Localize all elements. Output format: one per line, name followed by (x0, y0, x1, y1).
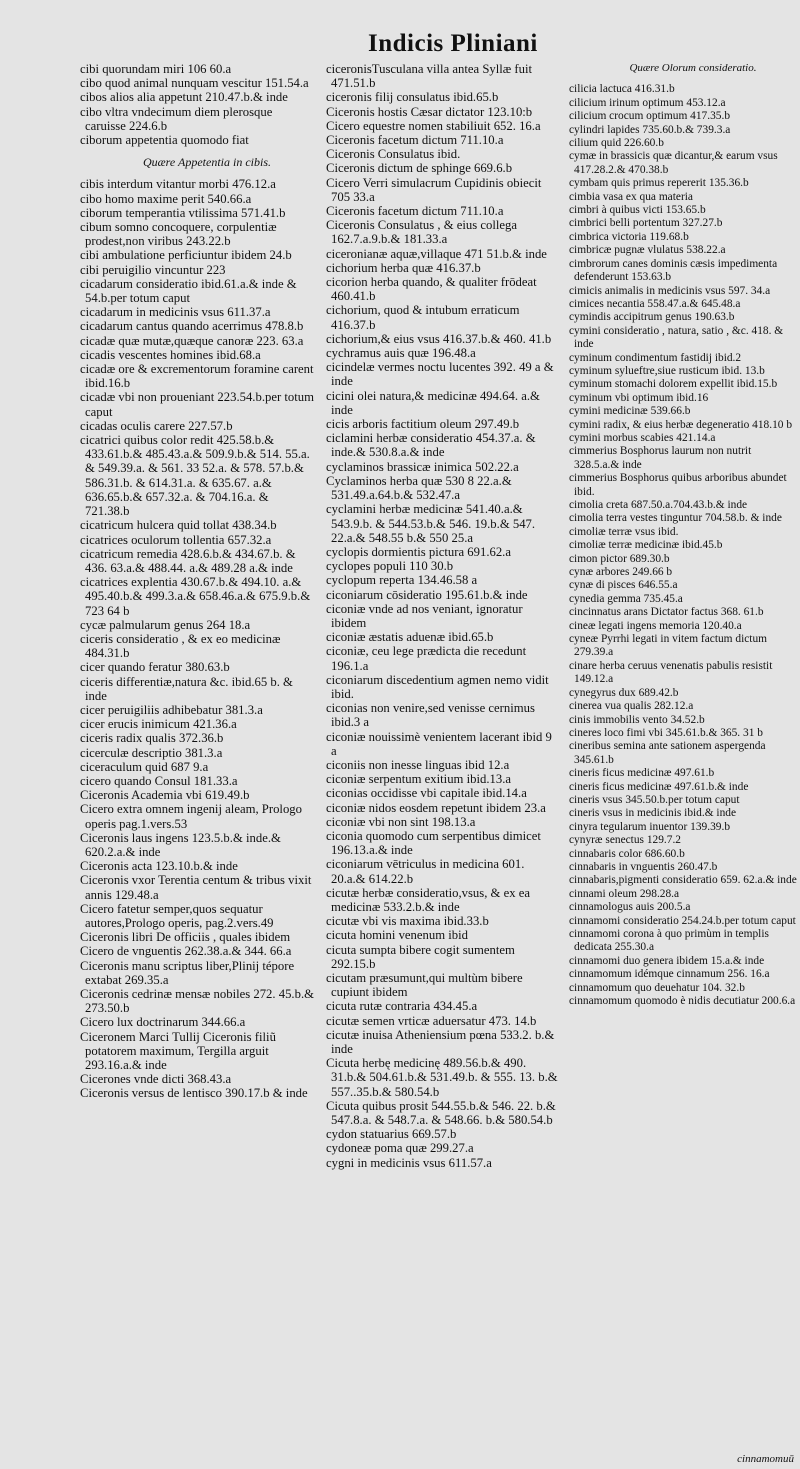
index-entry: cygni in medicinis vsus 611.57.a (326, 1155, 492, 1170)
index-entry: ciconiarum discedentium agmen nemo vidit ibid. (326, 672, 549, 701)
index-entry: cyclopis dormientis pictura 691.62.a (326, 544, 511, 559)
index-entry: ciconias occidisse vbi capitale ibid.14.a (326, 786, 527, 801)
index-entry: Ciceronem Marci Tullij Ciceronis filiũ potatorem maximum, Tergilla arguit 293.16.a.& inde (80, 1029, 276, 1073)
index-entry: cymini morbus scabies 421.14.a (569, 431, 716, 444)
index-entry: ciconiæ vnde ad nos veniant, ignoratur ibidem (326, 601, 523, 630)
index-entry: ciconiarum vētriculus in medicina 601. 20.a.& 614.22.b (326, 857, 525, 886)
index-entry: cicutæ semen vrticæ aduersatur 473. 14.b (326, 1013, 537, 1028)
index-entry: ciborum temperantia vtilissima 571.41.b (80, 205, 286, 220)
index-entry: cicadarum cantus quando acerrimus 478.8.b (80, 319, 304, 334)
index-entry: cicero quando Consul 181.33.a (80, 773, 238, 788)
index-entry: cinnamomum quomodo è nidis decutiatur 200.6.a (569, 995, 796, 1008)
index-entry: cicutæ vbi vis maxima ibid.33.b (326, 914, 489, 929)
index-entry: cyminum stomachi dolorem expellit ibid.15.b (569, 378, 778, 391)
index-entry: cinnamomi consideratio 254.24.b.per totum caput (569, 914, 796, 927)
index-entry: cibi peruigilio vincuntur 223 (80, 262, 226, 277)
index-entry: cicadas oculis carere 227.57.b (80, 418, 233, 433)
index-entry: cycæ palmularum genus 264 18.a (80, 617, 251, 632)
index-entry: cicadis vescentes homines ibid.68.a (80, 347, 261, 362)
catchword: cinnamomuū (737, 1453, 794, 1465)
index-entry: cicatricum hulcera quid tollat 438.34.b (80, 518, 277, 533)
index-entry: cimicis animalis in medicinis vsus 597. 34.a (569, 284, 771, 297)
index-entry: cicuta rutæ contraria 434.45.a (326, 999, 478, 1014)
index-entry: cincinnatus arans Dictator factus 368. 61.b (569, 606, 764, 619)
index-entry: cymini consideratio , natura, satio , &c. 418. & inde (569, 324, 784, 351)
index-entry: cymini medicinæ 539.66.b (569, 405, 691, 418)
index-entry: cymini radix, & eius herbæ degeneratio 418.10 b (569, 418, 793, 431)
index-entry: cineris vsus in medicinis ibid.& inde (569, 807, 737, 820)
index-entry: cichorium, quod & intubum erraticum 416.37.b (326, 303, 520, 332)
index-entry: cimoliæ terræ medicinæ ibid.45.b (569, 539, 723, 552)
index-entry: Ciceronis facetum dictum 711.10.a (326, 133, 504, 148)
index-entry: cibo quod animal nunquam vescitur 151.54.a (80, 76, 309, 91)
index-column-right (569, 62, 797, 1008)
index-entry: cicer erucis inimicum 421.36.a (80, 717, 237, 732)
index-entry: Cicuta herbę medicinę 489.56.b.& 490. 31.b.& 504.61.b.& 531.49.b. & 555. 13. b.& 557..35.b.& 580.54.b (326, 1056, 558, 1099)
index-entry: cyminum vbi optimum ibid.16 (569, 391, 709, 404)
index-entry: cymbam quis primus repererit 135.36.b (569, 177, 749, 190)
index-entry: cinnamomi corona à quo primùm in templis dedicata 255.30.a (569, 928, 769, 954)
index-entry: cineribus semina ante sationem aspergenda 345.61.b (569, 740, 766, 766)
index-entry: cimmerius Bosphorus laurum non nutrit 328.5.a.& inde (569, 445, 752, 471)
index-entry: Cicero de vnguentis 262.38.a.& 344. 66.a (80, 944, 292, 959)
index-entry: cibi quorundam miri 106 60.a (80, 62, 232, 76)
index-entry: cineres loco fimi vbi 345.61.b.& 365. 31 b (569, 726, 763, 739)
index-entry: cyclopes populi 110 30.b (326, 559, 454, 574)
index-column-left (80, 62, 314, 1101)
index-entry: cicatricum remedia 428.6.b.& 434.67.b. & 436. 63.a.& 488.44. a.& 489.28 a.& inde (80, 546, 296, 575)
index-entry: ciconias non venire,sed venisse cernimus ibid.3 a (326, 701, 535, 730)
index-entry: cydoneæ poma quæ 299.27.a (326, 1141, 474, 1156)
index-entry: cilicium irinum optimum 453.12.a (569, 96, 726, 109)
index-entry: ciconia quomodo cum serpentibus dimicet 196.13.a.& inde (326, 828, 541, 858)
index-entry: cicadæ vbi non proueniant 223.54.b.per totum caput (80, 390, 314, 419)
index-entry: cynæ di pisces 646.55.a (569, 579, 678, 592)
index-entry: cyclopum reperta 134.46.58 a (326, 573, 478, 588)
subheading-spacer (80, 147, 314, 155)
index-entry: ciconiæ vbi non sint 198.13.a (326, 814, 476, 829)
index-entry: cinyra tegularum inuentor 139.39.b (569, 820, 731, 833)
index-entry: cicindelæ vermes noctu lucentes 392. 49 a & inde (326, 360, 554, 389)
index-entry: cinnamomi duo genera ibidem 15.a.& inde (569, 954, 765, 967)
index-entry: cynegyrus dux 689.42.b (569, 686, 679, 699)
index-entry: ciconiarum cōsideratio 195.61.b.& inde (326, 587, 528, 602)
index-entry: cilicium crocum optimum 417.35.b (569, 110, 731, 123)
index-entry: cinnamomum idémque cinnamum 256. 16.a (569, 968, 770, 981)
index-entry: cyminum condimentum fastidij ibid.2 (569, 351, 742, 364)
index-entry: cichorium,& eius vsus 416.37.b.& 460. 41.b (326, 331, 552, 346)
index-entry: ciconiis non inesse linguas ibid 12.a (326, 757, 510, 772)
index-entry: cicorion herba quando, & qualiter frōdeat 460.41.b (326, 275, 537, 304)
index-entry: cibum somno concoquere, corpulentiæ prodest,non viribus 243.22.b (80, 220, 277, 249)
index-entry: cimbricæ pugnæ vlulatus 538.22.a (569, 244, 726, 257)
index-entry: cicadæ quæ mutæ,quæque canoræ 223. 63.a (80, 333, 304, 348)
index-entry: cibo homo maxime perit 540.66.a (80, 191, 252, 206)
index-entry: cicatrices oculorum tollentia 657.32.a (80, 532, 272, 547)
index-entry: Ciceronis laus ingens 123.5.b.& inde.& 620.2.a.& inde (80, 830, 281, 859)
index-entry: ciconiæ, ceu lege prædicta die recedunt 196.1.a (326, 644, 527, 673)
index-entry: cilium quid 226.60.b (569, 137, 664, 150)
cross-reference-heading: Quære Olorum consideratio. (629, 62, 757, 74)
index-entry: Ciceronis acta 123.10.b.& inde (80, 859, 238, 874)
index-entry: cicer peruigiliis adhibebatur 381.3.a (80, 702, 263, 717)
index-entry: cimbrorum canes dominis cæsis impedimenta defenderunt 153.63.b (569, 257, 778, 284)
index-entry: Cicero fatetur semper,quos sequatur autores,Prologo operis, pag.2.vers.49 (80, 901, 274, 930)
index-entry: cimbia vasa ex qua materia (569, 190, 693, 203)
subheading-spacer (569, 75, 797, 83)
index-entry: cinnami oleum 298.28.a (569, 887, 680, 900)
index-entry: ciconiæ nidos eosdem repetunt ibidem 23.a (326, 800, 546, 815)
index-entry: cibo vltra vndecimum diem plerosque caruisse 224.6.b (80, 104, 273, 133)
index-entry: cyclaminos brassicæ inimica 502.22.a (326, 459, 519, 474)
index-entry: cibis interdum vitantur morbi 476.12.a (80, 177, 276, 192)
index-entry: cinerea vua qualis 282.12.a (569, 700, 694, 713)
index-entry: cynæ arbores 249.66 b (569, 566, 673, 579)
index-entry: cimon pictor 689.30.b (569, 552, 670, 565)
index-entry: cicuta homini venenum ibid (326, 928, 468, 943)
index-entry: cineæ legati ingens memoria 120.40.a (569, 619, 742, 632)
index-entry: cicatrici quibus color redit 425.58.b.& 433.61.b.& 485.43.a.& 509.9.b.& 514. 55.a. & 549.39.a. & 561. 33 52.a. & 578. 57.b.& 586.31.b. & 614.31.a. & 635.67. a.& 636.65.b.& 657.32.a. & 704.16.a. & 721.38.b (80, 433, 310, 519)
index-entry: Cyclaminos herba quæ 530 8 22.a.& 531.49.a.64.b.& 532.47.a (326, 473, 512, 503)
index-entry: ciceronisTusculana villa antea Syllæ fuit 471.51.b (326, 62, 533, 91)
index-entry: Ciceronis vxor Terentia centum & tribus vixit annis 129.48.a (80, 873, 312, 902)
index-entry: cineris vsus 345.50.b.per totum caput (569, 793, 740, 806)
index-entry: cinnabaris,pigmenti consideratio 659. 62.a.& inde (569, 874, 797, 887)
index-entry: Ciceronis cedrinæ mensæ nobiles 272. 45.b.& 273.50.b (80, 987, 314, 1016)
index-entry: cylindri lapides 735.60.b.& 739.3.a (569, 123, 731, 136)
subheading-spacer (80, 169, 314, 177)
page-header: Indicis Pliniani (368, 30, 538, 57)
index-entry: cicerculæ descriptio 381.3.a (80, 745, 223, 760)
index-entry: Ciceronis Academia vbi 619.49.b (80, 788, 250, 803)
index-entry: cicutæ inuisa Atheniensium pœna 533.2. b.& inde (326, 1027, 555, 1057)
index-entry: cinnabaris in vnguentis 260.47.b (569, 860, 718, 873)
index-entry: Cicero lux doctrinarum 344.66.a (80, 1015, 246, 1030)
index-entry: cilicia lactuca 416.31.b (569, 83, 675, 96)
index-entry: ciceraculum quid 687 9.a (80, 759, 209, 774)
index-entry: cineris ficus medicinæ 497.61.b (569, 767, 715, 780)
index-entry: Cicerones vnde dicti 368.43.a (80, 1072, 232, 1087)
index-entry: cibi ambulatione perficiuntur ibidem 24.b (80, 248, 292, 263)
index-entry: Ciceronis versus de lentisco 390.17.b & inde (80, 1086, 308, 1101)
index-entry: cinnamologus auis 200.5.a (569, 901, 691, 914)
index-entry: cicutam præsumunt,qui multùm bibere cupiunt ibidem (326, 971, 523, 1000)
index-entry: cyclamini herbæ medicinæ 541.40.a.& 543.9.b. & 544.53.b.& 546. 19.b.& 547. 22.a.& 548.55 b.& 550 25.a (326, 502, 536, 545)
index-entry: cimices necantia 558.47.a.& 645.48.a (569, 297, 741, 310)
index-entry: ciconiæ æstatis aduenæ ibid.65.b (326, 630, 494, 645)
index-entry: Ciceronis dictum de sphinge 669.6.b (326, 161, 513, 176)
index-entry: cinis immobilis vento 34.52.b (569, 713, 705, 726)
index-entry: ciborum appetentia quomodo fiat (80, 133, 249, 148)
index-entry: Ciceronis libri De officiis , quales ibidem (80, 930, 291, 945)
index-entry: cicis arboris factitium oleum 297.49.b (326, 417, 520, 432)
index-entry: cicadarum in medicinis vsus 611.37.a (80, 305, 271, 320)
index-entry: cimbrica victoria 119.68.b (569, 230, 689, 243)
index-entry: cynedia gemma 735.45.a (569, 592, 683, 605)
index-entry: cyminum sylueftre,siue rusticum ibid. 13.b (569, 364, 765, 377)
index-entry: cimolia terra vestes tinguntur 704.58.b. & inde (569, 512, 782, 525)
index-entry: cibos alios alia appetunt 210.47.b.& inde (80, 90, 288, 105)
index-column-middle (326, 62, 560, 1170)
index-entry: cimoliæ terræ vsus ibid. (569, 525, 679, 538)
index-entry: cicadarum consideratio ibid.61.a.& inde & 54.b.per totum caput (80, 276, 297, 306)
index-entry: cimbri à quibus victi 153.65.b (569, 204, 706, 217)
index-entry: cimolia creta 687.50.a.704.43.b.& inde (569, 499, 748, 511)
index-entry: ciconiæ serpentum exitium ibid.13.a (326, 772, 511, 787)
index-entry: cychramus auis quæ 196.48.a (326, 346, 476, 361)
index-entry: cicatrices explentia 430.67.b.& 494.10. a.& 495.40.b.& 499.3.a.& 658.46.a.& 675.9.b.& 723 64 b (80, 575, 311, 618)
index-entry: cicutæ herbæ consideratio,vsus, & ex ea medicinæ 533.2.b.& inde (326, 885, 531, 914)
index-entry: cyneæ Pyrrhi legati in vitem factum dictum 279.39.a (569, 633, 768, 659)
index-entry: cicini olei natura,& medicinæ 494.64. a.& inde (326, 388, 540, 417)
index-entry: cymindis accipitrum genus 190.63.b (569, 311, 735, 324)
index-entry: ciceris consideratio , & ex eo medicinæ 484.31.b (80, 631, 281, 661)
index-entry: cichorium herba quæ 416.37.b (326, 260, 481, 275)
index-entry: ciceris radix qualis 372.36.b (80, 731, 224, 746)
index-entry: Ciceronis manu scriptus liber,Plinij tépore extabat 269.35.a (80, 958, 295, 987)
index-entry: Cicero extra omnem ingenij aleam, Prologo operis pag.1.vers.53 (80, 802, 302, 831)
index-entry: cineris ficus medicinæ 497.61.b.& inde (569, 780, 749, 793)
index-entry: Ciceronis hostis Cæsar dictator 123.10:b (326, 104, 533, 119)
index-entry: Cicero equestre nomen stabiliuit 652. 16.a (326, 118, 541, 133)
index-entry: cinnamomum quo deuehatur 104. 32.b (569, 981, 745, 994)
index-entry: cymæ in brassicis quæ dicantur,& earum vsus 417.28.2.& 470.38.b (569, 150, 778, 176)
index-entry: ciceris differentiæ,natura &c. ibid.65 b. & inde (80, 674, 293, 703)
index-entry: Ciceronis facetum dictum 711.10.a (326, 204, 504, 219)
index-entry: Cicero Verri simulacrum Cupidinis obiecit 705 33.a (326, 175, 542, 204)
index-entry: Ciceronis Consulatus , & eius collega 162.7.a.9.b.& 181.33.a (326, 218, 517, 247)
cross-reference-heading: Quære Appetentia in cibis. (143, 155, 271, 170)
index-entry: cicadæ ore & excrementorum foramine carent ibid.16.b (80, 362, 314, 391)
index-entry: cydon statuarius 669.57.b (326, 1127, 457, 1142)
index-entry: Ciceronis Consulatus ibid. (326, 147, 461, 162)
index-entry: cinare herba ceruus venenatis pabulis resistit 149.12.a (569, 659, 773, 686)
index-entry: Cicuta quibus prosit 544.55.b.& 546. 22. b.& 547.8.a. & 548.7.a. & 548.66. b.& 580.54.b (326, 1098, 556, 1128)
index-entry: cynyræ senectus 129.7.2 (569, 834, 681, 847)
index-entry: ciconiæ nouissimè venientem lacerant ibid 9 a (326, 729, 552, 758)
index-entry: cimbrici belli portentum 327.27.b (569, 217, 723, 230)
index-entry: ciceronis filij consulatus ibid.65.b (326, 90, 499, 105)
index-entry: cinnabaris color 686.60.b (569, 847, 685, 860)
index-entry: ciceronianæ aquæ,villaque 471 51.b.& inde (326, 246, 547, 261)
index-entry: cimmerius Bosphorus quibus arboribus abundet ibid. (569, 472, 787, 498)
index-entry: cicuta sumpta bibere cogit sumentem 292.15.b (326, 942, 515, 971)
index-entry: ciclamini herbæ consideratio 454.37.a. & inde.& 530.8.a.& inde (326, 431, 536, 460)
index-entry: cicer quando feratur 380.63.b (80, 660, 230, 675)
